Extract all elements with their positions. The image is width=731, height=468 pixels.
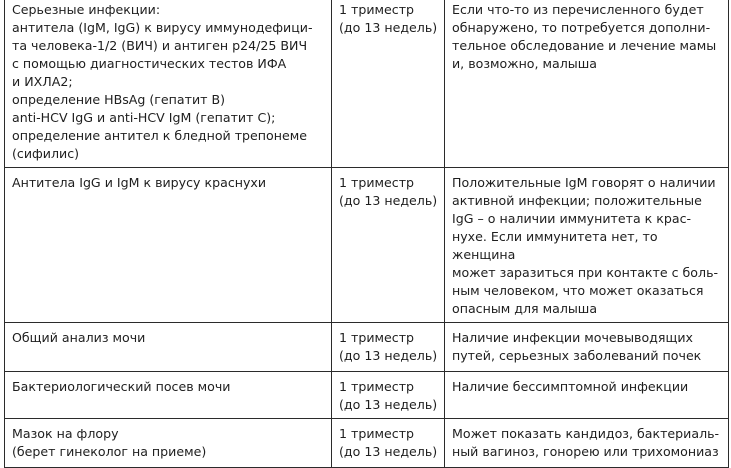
test-cell: Мазок на флору (берет гинеколог на приеме) bbox=[5, 419, 332, 468]
table-row bbox=[5, 419, 729, 468]
note-cell: Наличие инфекции мочевыводящих путей, серьезных заболеваний почек bbox=[445, 323, 729, 372]
period-cell: 1 триместр (до 13 недель) bbox=[332, 323, 445, 372]
test-cell: Общий анализ мочи bbox=[5, 323, 332, 372]
period-cell: 1 триместр (до 13 недель) bbox=[332, 168, 445, 323]
tests-table bbox=[4, 0, 729, 468]
note-cell: Наличие бессимптомной инфекции bbox=[445, 372, 729, 419]
period-cell: 1 триместр (до 13 недель) bbox=[332, 372, 445, 419]
period-cell: 1 триместр (до 13 недель) bbox=[332, 419, 445, 468]
table-row bbox=[5, 0, 729, 168]
period-cell: 1 триместр (до 13 недель) bbox=[332, 0, 445, 168]
test-cell: Антитела IgG и IgM к вирусу краснухи bbox=[5, 168, 332, 323]
test-cell: Бактериологический посев мочи bbox=[5, 372, 332, 419]
note-cell: Может показать кандидоз, бактериаль- ный вагиноз, гонорею или трихомониаз bbox=[445, 419, 729, 468]
table-row bbox=[5, 168, 729, 323]
test-cell: Серьезные инфекции: антитела (IgM, IgG) к вирусу иммунодефици- та человека-1/2 (ВИЧ) и антиген р24/25 ВИЧ с помощью диагностических тестов ИФА и ИХЛА2; определение HBsAg (гепатит В) anti-HCV IgG и anti-HCV IgM (гепатит С); определение антител к бледной трепонеме (сифилис) bbox=[5, 0, 332, 168]
table-row bbox=[5, 323, 729, 372]
note-cell: Положительные IgM говорят о наличии активной инфекции; положительные IgG – о наличии иммунитета к крас- нухе. Если иммунитета нет, то женщина может заразиться при контакте с боль- ным человеком, что может оказаться опасным для малыша bbox=[445, 168, 729, 323]
table-row bbox=[5, 372, 729, 419]
note-cell: Если что-то из перечисленного будет обнаружено, то потребуется дополни- тельное обследование и лечение мамы и, возможно, малыша bbox=[445, 0, 729, 168]
